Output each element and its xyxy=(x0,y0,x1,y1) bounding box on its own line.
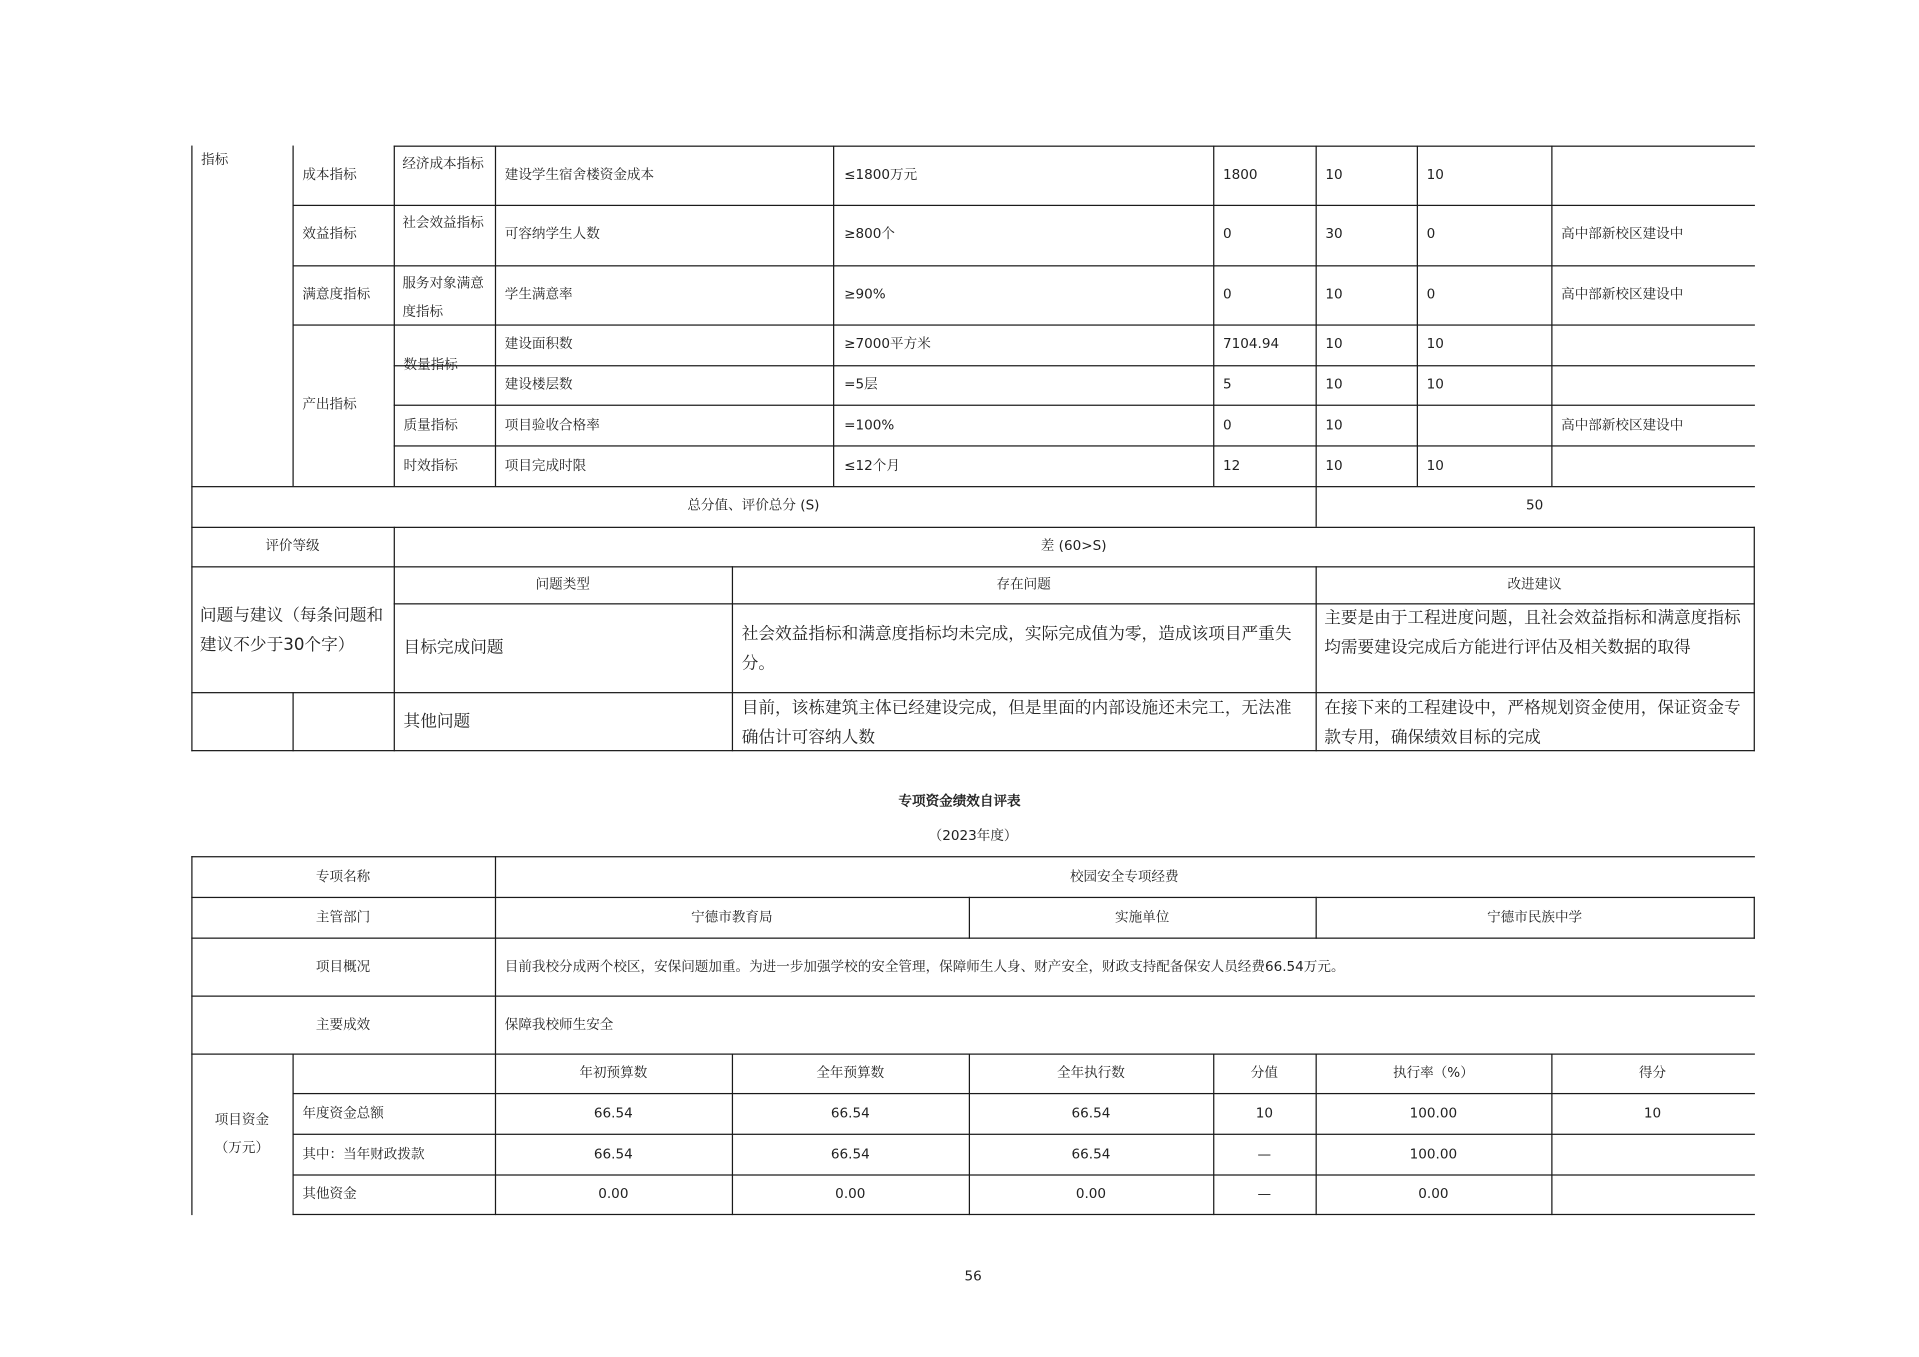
section-title: 专项资金绩效自评表 xyxy=(898,793,1021,810)
row-name: 学生满意率 xyxy=(504,286,573,303)
grade-value: 差 (60>S) xyxy=(1040,537,1107,554)
total-score-value: 50 xyxy=(1525,497,1544,514)
fund-cell: 66.54 xyxy=(593,1146,633,1163)
fund-row-label: 其中：当年财政拨款 xyxy=(302,1146,425,1163)
overview-text: 目前我校分成两个校区，安保问题加重。为进一步加强学校的安全管理，保障师生人身、财产安全，财政支持配备保安人员经费66.54万元。 xyxy=(504,958,1345,975)
fund-header: 分值 xyxy=(1250,1064,1278,1081)
row-actual: 5 xyxy=(1222,376,1232,393)
row-target: =5层 xyxy=(844,376,878,393)
row-note: 高中部新校区建设中 xyxy=(1561,286,1684,303)
fund-row-label: 其他资金 xyxy=(302,1185,357,1202)
row-score: 0 xyxy=(1426,286,1436,303)
indicator-label: 指标 xyxy=(201,151,229,168)
fund-cell: 10 xyxy=(1255,1105,1273,1122)
fund-cell: 100.00 xyxy=(1409,1146,1458,1163)
fund-cell: — xyxy=(1257,1185,1272,1202)
project-name-label: 专项名称 xyxy=(315,868,371,885)
row-actual: 1800 xyxy=(1222,166,1258,183)
row-name: 项目完成时限 xyxy=(504,457,587,474)
row-actual: 0 xyxy=(1222,225,1232,242)
fund-cell: 100.00 xyxy=(1409,1105,1458,1122)
fund-header: 执行率（%） xyxy=(1393,1064,1474,1081)
level3-timeliness: 时效指标 xyxy=(403,457,458,474)
issue-suggestion: 在接下来的工程建设中，严格规划资金使用，保证资金专款专用，确保绩效目标的完成 xyxy=(1324,698,1741,748)
row-name: 建设学生宿舍楼资金成本 xyxy=(504,166,655,183)
dept-value: 宁德市教育局 xyxy=(691,909,773,926)
issue-problem: 目前，该栋建筑主体已经建设完成，但是里面的内部设施还未完工，无法准确估计可容纳人数 xyxy=(741,698,1292,748)
impl-label: 实施单位 xyxy=(1115,909,1170,926)
overview-label: 项目概况 xyxy=(315,958,371,975)
issue-type: 其他问题 xyxy=(403,711,471,732)
issue-type: 目标完成问题 xyxy=(403,637,504,658)
row-name: 可容纳学生人数 xyxy=(504,225,600,242)
issue-type-header: 问题类型 xyxy=(535,576,590,593)
level2-benefit: 效益指标 xyxy=(302,225,357,242)
fund-cell: 66.54 xyxy=(1071,1146,1111,1163)
row-target: ≤1800万元 xyxy=(844,166,918,183)
issue-suggestion: 主要是由于工程进度问题，且社会效益指标和满意度指标均需要建设完成后方能进行评估及相关数据的取得 xyxy=(1324,608,1741,658)
level3-quality: 质量指标 xyxy=(403,416,458,433)
row-target: ≥800个 xyxy=(844,225,895,242)
row-score: 10 xyxy=(1426,335,1444,352)
row-target: ≤12个月 xyxy=(844,457,900,474)
fund-header: 全年执行数 xyxy=(1057,1064,1125,1081)
row-actual: 0 xyxy=(1222,286,1232,303)
row-score: 0 xyxy=(1426,225,1436,242)
achievement-label: 主要成效 xyxy=(315,1016,371,1033)
row-score: 10 xyxy=(1426,457,1444,474)
fund-cell: 66.54 xyxy=(830,1146,870,1163)
level2-satisfaction: 满意度指标 xyxy=(302,286,371,303)
level3-satisfaction: 服务对象满意度指标 xyxy=(402,275,484,320)
row-score: 10 xyxy=(1426,166,1444,183)
grade-label: 评价等级 xyxy=(265,537,320,554)
row-name: 项目验收合格率 xyxy=(504,416,600,433)
row-weight: 10 xyxy=(1325,286,1343,303)
row-weight: 10 xyxy=(1325,376,1343,393)
level3-social: 社会效益指标 xyxy=(402,214,484,231)
row-name: 建设面积数 xyxy=(504,335,573,352)
fund-header: 年初预算数 xyxy=(579,1064,648,1081)
project-name: 校园安全专项经费 xyxy=(1069,868,1179,885)
fund-cell: 0.00 xyxy=(1418,1185,1449,1202)
fund-cell: 66.54 xyxy=(1071,1105,1111,1122)
funds-label: 项目资金 xyxy=(214,1111,270,1128)
row-target: ≥90% xyxy=(844,286,886,303)
fund-header: 得分 xyxy=(1638,1064,1667,1081)
row-actual: 12 xyxy=(1222,457,1241,474)
row-target: =100% xyxy=(844,416,895,433)
impl-value: 宁德市民族中学 xyxy=(1487,909,1583,926)
output-indicator-label: 产出指标 xyxy=(302,395,357,413)
fund-cell: 10 xyxy=(1643,1105,1662,1122)
level3-cost: 经济成本指标 xyxy=(402,155,484,172)
row-actual: 7104.94 xyxy=(1222,335,1280,352)
achievement-text: 保障我校师生安全 xyxy=(504,1016,614,1033)
dept-label: 主管部门 xyxy=(315,909,371,926)
fund-row-label: 年度资金总额 xyxy=(302,1105,384,1122)
issue-problem: 社会效益指标和满意度指标均未完成，实际完成值为零，造成该项目严重失分。 xyxy=(741,624,1292,674)
row-weight: 10 xyxy=(1325,416,1343,433)
row-note: 高中部新校区建设中 xyxy=(1561,416,1684,433)
row-weight: 30 xyxy=(1325,225,1343,242)
page-number: 56 xyxy=(964,1268,982,1285)
section-year: （2023年度） xyxy=(928,827,1018,844)
fund-cell: — xyxy=(1257,1146,1272,1163)
fund-header: 全年预算数 xyxy=(816,1064,885,1081)
issue-suggestion-header: 改进建议 xyxy=(1507,576,1562,593)
issue-problem-header: 存在问题 xyxy=(996,576,1051,593)
funds-unit: （万元） xyxy=(214,1139,270,1156)
row-weight: 10 xyxy=(1325,335,1343,352)
row-target: ≥7000平方米 xyxy=(844,335,931,352)
fund-cell: 66.54 xyxy=(593,1105,633,1122)
row-name: 建设楼层数 xyxy=(504,376,573,393)
row-actual: 0 xyxy=(1222,416,1232,433)
quantity-indicator-label: 数量指标 xyxy=(403,356,458,373)
fund-cell: 0.00 xyxy=(598,1185,629,1202)
issues-label: 问题与建议（每条问题和建议不少于30个字） xyxy=(199,605,384,656)
level2-cost: 成本指标 xyxy=(302,166,357,183)
row-note: 高中部新校区建设中 xyxy=(1561,225,1684,242)
total-score-label: 总分值、评价总分 (S) xyxy=(687,497,820,514)
fund-cell: 66.54 xyxy=(830,1105,870,1122)
row-score: 10 xyxy=(1426,376,1444,393)
row-weight: 10 xyxy=(1325,457,1343,474)
fund-cell: 0.00 xyxy=(835,1185,866,1202)
row-weight: 10 xyxy=(1325,166,1343,183)
fund-cell: 0.00 xyxy=(1075,1185,1107,1202)
